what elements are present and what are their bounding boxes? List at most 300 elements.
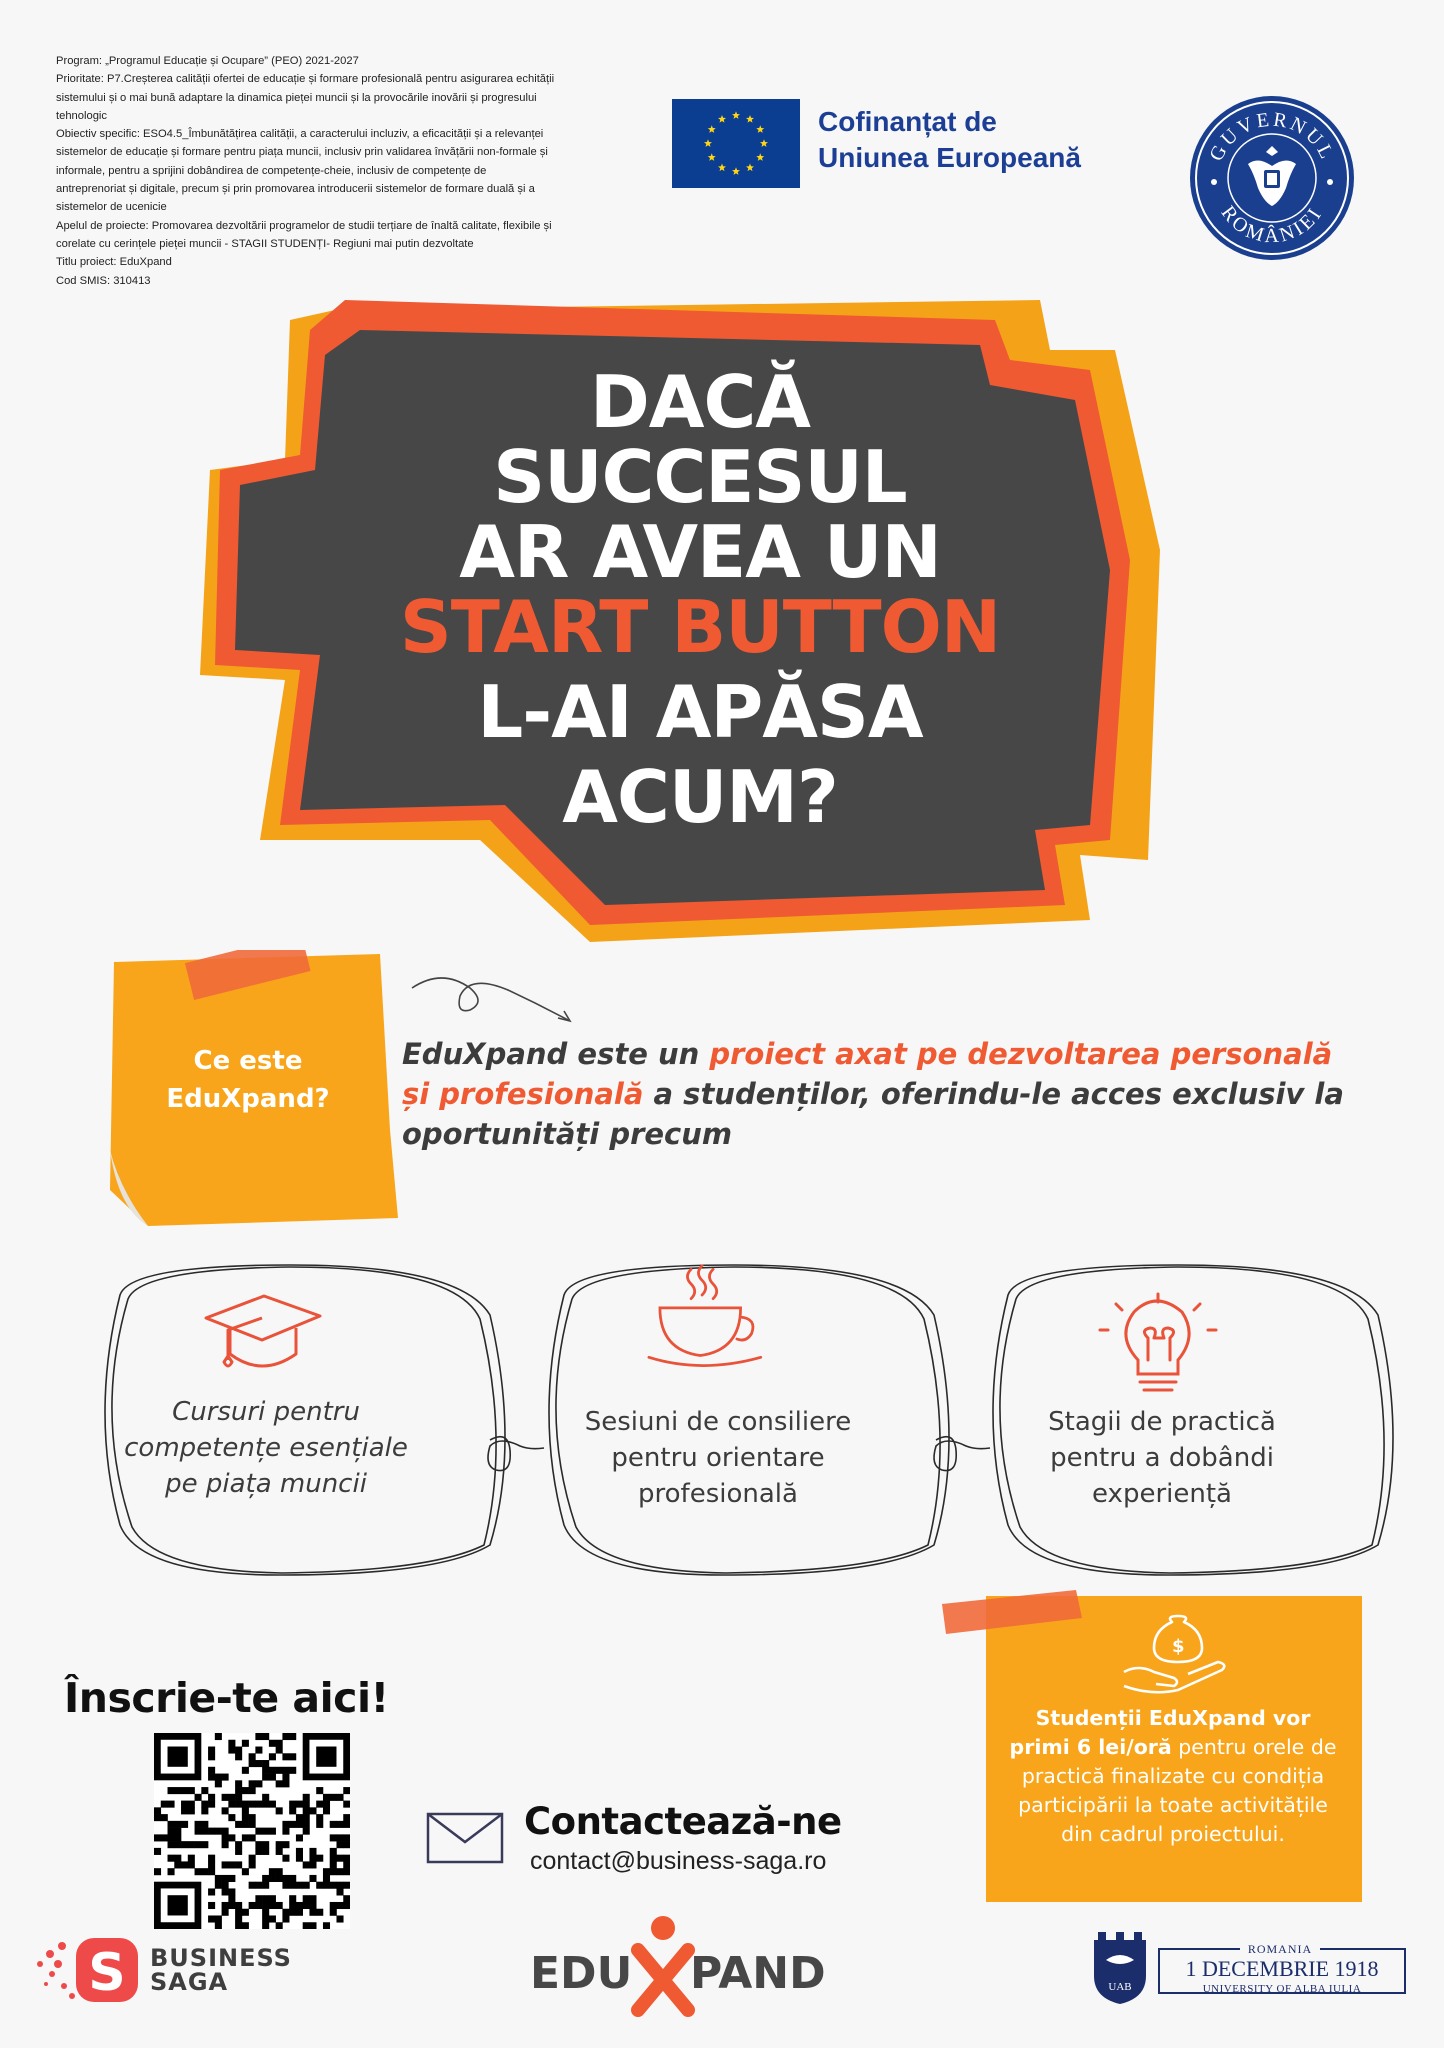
qr-module <box>174 1861 181 1868</box>
qr-module <box>262 1902 269 1909</box>
swirl-arrow-icon <box>408 968 588 1038</box>
qr-module <box>201 1841 208 1848</box>
qr-module <box>242 1821 249 1828</box>
qr-module <box>235 1787 242 1794</box>
qr-module <box>316 1801 323 1808</box>
qr-module <box>269 1868 276 1875</box>
svg-text:S: S <box>88 1943 126 2003</box>
qr-module <box>282 1875 289 1882</box>
headline <box>320 360 1080 839</box>
qr-module <box>255 1848 262 1855</box>
qr-module <box>282 1841 289 1848</box>
qr-module <box>228 1895 235 1902</box>
what-is-label: Ce este EduXpand? <box>166 1046 330 1114</box>
qr-module <box>249 1814 256 1821</box>
qr-module <box>255 1747 262 1754</box>
contact-email-link[interactable]: contact@business-saga.ro <box>530 1847 827 1875</box>
svg-text:EDU: EDU <box>530 1948 633 1999</box>
qr-module <box>289 1807 296 1814</box>
headline-line-5: L-AI APĂSA <box>477 670 923 754</box>
qr-module <box>208 1868 215 1875</box>
qr-module <box>316 1909 323 1916</box>
qr-module <box>343 1801 350 1808</box>
qr-module <box>255 1733 262 1740</box>
qr-module <box>262 1915 269 1922</box>
qr-module <box>154 1848 161 1855</box>
qr-module <box>242 1807 249 1814</box>
qr-module <box>303 1821 310 1828</box>
qr-module <box>282 1774 289 1781</box>
qr-module <box>303 1814 310 1821</box>
qr-module <box>242 1767 249 1774</box>
qr-module <box>323 1875 330 1882</box>
qr-module <box>242 1834 249 1841</box>
qr-module <box>208 1888 215 1895</box>
qr-module <box>181 1787 188 1794</box>
qr-module <box>181 1821 188 1828</box>
qr-module <box>255 1882 262 1889</box>
qr-module <box>323 1801 330 1808</box>
qr-module <box>276 1747 283 1754</box>
qr-module <box>296 1909 303 1916</box>
qr-module <box>343 1834 350 1841</box>
qr-module <box>343 1861 350 1868</box>
qr-module <box>282 1821 289 1828</box>
qr-module <box>276 1875 283 1882</box>
qr-module <box>316 1814 323 1821</box>
qr-module <box>188 1787 195 1794</box>
qr-module <box>262 1882 269 1889</box>
feature-courses: Cursuri pentru competențe esențiale pe piața muncii <box>124 1397 408 1499</box>
qr-module <box>282 1828 289 1835</box>
priority-line: Prioritate: P7.Creșterea calității ofertei de educație și formare profesională pentru asigurarea echității sistemului și o mai bună adaptare la dinamica pieței muncii și la provocările inovării și progresului tehnologic <box>56 73 555 122</box>
qr-module <box>323 1807 330 1814</box>
qr-module <box>262 1848 269 1855</box>
qr-module <box>228 1747 235 1754</box>
qr-module <box>168 1787 175 1794</box>
uab-subtitle: UNIVERSITY OF ALBA IULIA <box>1202 1983 1362 1995</box>
qr-module <box>282 1753 289 1760</box>
svg-text:UAB: UAB <box>1108 1981 1132 1993</box>
qr-module <box>161 1801 168 1808</box>
qr-module <box>282 1909 289 1916</box>
qr-code[interactable] <box>154 1733 350 1929</box>
qr-module <box>242 1740 249 1747</box>
qr-module <box>343 1787 350 1794</box>
qr-module <box>303 1895 310 1902</box>
seal-top-text: GUVERNUL <box>1205 108 1339 165</box>
qr-module <box>343 1821 350 1828</box>
qr-module <box>168 1828 175 1835</box>
qr-module <box>330 1821 337 1828</box>
qr-module <box>249 1821 256 1828</box>
contact-title: Contactează-ne <box>524 1800 842 1843</box>
qr-module <box>269 1774 276 1781</box>
qr-module <box>330 1861 337 1868</box>
qr-module <box>289 1821 296 1828</box>
qr-module <box>201 1787 208 1794</box>
qr-module <box>215 1875 222 1882</box>
svg-text:PAND: PAND <box>690 1948 826 1999</box>
qr-module <box>309 1895 316 1902</box>
qr-module <box>188 1841 195 1848</box>
qr-module <box>188 1807 195 1814</box>
qr-module <box>168 1868 175 1875</box>
qr-module <box>336 1882 343 1889</box>
qr-module <box>208 1855 215 1862</box>
qr-module <box>276 1807 283 1814</box>
qr-module <box>235 1915 242 1922</box>
qr-module <box>174 1855 181 1862</box>
qr-module <box>174 1834 181 1841</box>
qr-module <box>174 1841 181 1848</box>
qr-module <box>343 1902 350 1909</box>
qr-module <box>168 1821 175 1828</box>
qr-module <box>242 1814 249 1821</box>
qr-module <box>289 1733 296 1740</box>
qr-module <box>269 1753 276 1760</box>
qr-module <box>343 1841 350 1848</box>
qr-finder <box>316 1747 336 1767</box>
qr-module <box>188 1861 195 1868</box>
business-saga-logo-icon <box>32 1924 152 2014</box>
qr-module <box>235 1821 242 1828</box>
qr-module <box>269 1915 276 1922</box>
qr-module <box>215 1774 222 1781</box>
qr-module <box>309 1909 316 1916</box>
qr-module <box>289 1875 296 1882</box>
qr-module <box>323 1868 330 1875</box>
qr-module <box>215 1733 222 1740</box>
qr-module <box>309 1861 316 1868</box>
qr-module <box>336 1868 343 1875</box>
qr-module <box>208 1861 215 1868</box>
qr-module <box>303 1902 310 1909</box>
qr-module <box>235 1902 242 1909</box>
qr-module <box>208 1915 215 1922</box>
qr-module <box>262 1767 269 1774</box>
qr-module <box>336 1902 343 1909</box>
qr-module <box>235 1848 242 1855</box>
qr-module <box>309 1848 316 1855</box>
qr-module <box>222 1875 229 1882</box>
qr-module <box>222 1828 229 1835</box>
tape-decoration <box>936 1590 1086 1634</box>
qr-module <box>296 1855 303 1862</box>
qr-module <box>154 1834 161 1841</box>
qr-module <box>303 1801 310 1808</box>
qr-module <box>249 1780 256 1787</box>
qr-module <box>282 1767 289 1774</box>
qr-module <box>228 1814 235 1821</box>
qr-module <box>228 1834 235 1841</box>
qr-module <box>296 1814 303 1821</box>
qr-module <box>242 1909 249 1916</box>
qr-module <box>222 1794 229 1801</box>
intro-highlight: proiect axat pe dezvoltarea personală și profesională <box>402 1037 1333 1111</box>
qr-module <box>174 1787 181 1794</box>
qr-module <box>201 1868 208 1875</box>
qr-module <box>276 1922 283 1929</box>
qr-module <box>282 1855 289 1862</box>
qr-module <box>168 1801 175 1808</box>
qr-module <box>343 1882 350 1889</box>
qr-module <box>330 1855 337 1862</box>
qr-module <box>249 1902 256 1909</box>
smis-code-line: Cod SMIS: 310413 <box>56 274 151 287</box>
qr-module <box>188 1801 195 1808</box>
qr-module <box>235 1780 242 1787</box>
qr-module <box>336 1915 343 1922</box>
qr-module <box>316 1855 323 1862</box>
qr-module <box>249 1787 256 1794</box>
qr-module <box>262 1841 269 1848</box>
qr-module <box>296 1902 303 1909</box>
qr-module <box>181 1861 188 1868</box>
qr-module <box>222 1882 229 1889</box>
qr-module <box>222 1834 229 1841</box>
qr-module <box>168 1855 175 1862</box>
qr-module <box>262 1895 269 1902</box>
qr-module <box>222 1841 229 1848</box>
headline-line-3: AR AVEA UN <box>459 510 941 594</box>
qr-module <box>276 1767 283 1774</box>
qr-module <box>276 1868 283 1875</box>
qr-module <box>235 1841 242 1848</box>
business-saga-name: BUSINESS SAGA <box>150 1944 292 1996</box>
feature-counseling: Sesiuni de consiliere pentru orientare profesională <box>584 1407 852 1509</box>
qr-module <box>330 1794 337 1801</box>
qr-module <box>228 1801 235 1808</box>
qr-module <box>249 1753 256 1760</box>
qr-module <box>255 1841 262 1848</box>
qr-module <box>262 1909 269 1916</box>
seal-bottom-text: ROMÂNIEI <box>1216 201 1328 248</box>
qr-module <box>215 1882 222 1889</box>
qr-module <box>303 1828 310 1835</box>
qr-module <box>181 1841 188 1848</box>
qr-module <box>235 1794 242 1801</box>
qr-module <box>323 1794 330 1801</box>
qr-module <box>242 1868 249 1875</box>
qr-module <box>330 1868 337 1875</box>
coffee-cup-icon <box>638 1262 768 1372</box>
qr-module <box>222 1909 229 1916</box>
qr-module <box>289 1909 296 1916</box>
qr-module <box>282 1780 289 1787</box>
qr-module <box>255 1895 262 1902</box>
qr-module <box>255 1902 262 1909</box>
qr-module <box>269 1767 276 1774</box>
qr-module <box>269 1902 276 1909</box>
qr-module <box>309 1855 316 1862</box>
qr-module <box>222 1774 229 1781</box>
qr-module <box>235 1922 242 1929</box>
qr-module <box>249 1760 256 1767</box>
qr-module <box>262 1794 269 1801</box>
qr-module <box>215 1780 222 1787</box>
uab-name: 1 DECEMBRIE 1918 <box>1185 1956 1379 1981</box>
uab-crest-icon <box>1090 1930 1150 2006</box>
qr-module <box>255 1801 262 1808</box>
qr-module <box>201 1807 208 1814</box>
qr-module <box>242 1787 249 1794</box>
qr-module <box>161 1834 168 1841</box>
qr-module <box>309 1902 316 1909</box>
qr-module <box>336 1888 343 1895</box>
qr-module <box>195 1821 202 1828</box>
qr-module <box>168 1834 175 1841</box>
qr-module <box>181 1807 188 1814</box>
qr-module <box>309 1807 316 1814</box>
headline-line-2: SUCCESUL <box>493 435 907 519</box>
qr-module <box>309 1875 316 1882</box>
qr-module <box>269 1875 276 1882</box>
qr-module <box>269 1740 276 1747</box>
qr-module <box>303 1882 310 1889</box>
qr-module <box>195 1794 202 1801</box>
qr-module <box>242 1922 249 1929</box>
qr-module <box>282 1915 289 1922</box>
qr-module <box>242 1801 249 1808</box>
qr-module <box>228 1794 235 1801</box>
qr-module <box>282 1882 289 1889</box>
qr-module <box>195 1828 202 1835</box>
qr-module <box>262 1801 269 1808</box>
qr-module <box>174 1828 181 1835</box>
qr-module <box>330 1848 337 1855</box>
signup-title: Înscrie-te aici! <box>64 1674 389 1722</box>
qr-module <box>289 1882 296 1889</box>
qr-module <box>228 1888 235 1895</box>
qr-module <box>208 1753 215 1760</box>
qr-module <box>330 1902 337 1909</box>
qr-module <box>249 1834 256 1841</box>
qr-module <box>303 1861 310 1868</box>
qr-module <box>336 1821 343 1828</box>
qr-module <box>255 1780 262 1787</box>
headline-line-1: DACĂ <box>589 360 811 444</box>
qr-module <box>228 1740 235 1747</box>
qr-module <box>276 1902 283 1909</box>
qr-module <box>289 1902 296 1909</box>
qr-module <box>154 1807 161 1814</box>
qr-module <box>276 1841 283 1848</box>
qr-module <box>154 1814 161 1821</box>
envelope-icon <box>426 1812 504 1864</box>
qr-module <box>330 1834 337 1841</box>
qr-module <box>208 1767 215 1774</box>
qr-module <box>208 1747 215 1754</box>
objective-line: Obiectiv specific: ESO4.5_Îmbunătățirea calității, a caracterului incluziv, a eficacității și a relevanței sistemelor de educație și formare pentru piața muncii, inclusiv prin validarea învățării non-formale și informale, pentru a sprijini dobândirea de competențe-cheie, inclusiv de competențe de antreprenoriat și digitale, precum și prin promovarea introducerii sistemelor de formare duală și a sistemelor de ucenicie <box>56 128 548 214</box>
qr-module <box>303 1807 310 1814</box>
qr-module <box>289 1895 296 1902</box>
qr-module <box>222 1807 229 1814</box>
qr-module <box>289 1801 296 1808</box>
qr-module <box>316 1882 323 1889</box>
qr-module <box>228 1875 235 1882</box>
qr-module <box>262 1922 269 1929</box>
qr-module <box>336 1841 343 1848</box>
uab-country: ROMANIA <box>1240 1942 1320 1957</box>
qr-module <box>336 1834 343 1841</box>
qr-module <box>269 1828 276 1835</box>
qr-module <box>343 1855 350 1862</box>
qr-module <box>262 1828 269 1835</box>
qr-module <box>249 1855 256 1862</box>
qr-module <box>161 1814 168 1821</box>
qr-module <box>330 1882 337 1889</box>
qr-module <box>249 1861 256 1868</box>
qr-module <box>343 1895 350 1902</box>
program-line: Program: „Programul Educație și Ocupare” (PEO) 2021-2027 <box>56 55 359 67</box>
stipend-text: Studenții EduXpand vor primi 6 lei/oră pentru orele de practică finalizate cu condiția participării la toate activitățile din cadrul proiectului. <box>1009 1706 1337 1846</box>
money-bag-hand-icon <box>1120 1614 1226 1694</box>
qr-module <box>195 1841 202 1848</box>
headline-line-4: START BUTTON <box>399 585 1001 669</box>
qr-module <box>323 1882 330 1889</box>
qr-module <box>262 1733 269 1740</box>
qr-module <box>296 1801 303 1808</box>
qr-module <box>269 1801 276 1808</box>
qr-module <box>343 1814 350 1821</box>
qr-module <box>303 1794 310 1801</box>
qr-module <box>289 1753 296 1760</box>
qr-module <box>228 1902 235 1909</box>
qr-module <box>330 1909 337 1916</box>
qr-module <box>195 1868 202 1875</box>
qr-module <box>262 1875 269 1882</box>
qr-module <box>222 1861 229 1868</box>
qr-module <box>208 1828 215 1835</box>
qr-module <box>316 1821 323 1828</box>
qr-module <box>208 1801 215 1808</box>
qr-module <box>235 1909 242 1916</box>
qr-module <box>303 1922 310 1929</box>
feature-internships: Stagii de practică pentru a dobândi experiență <box>1048 1407 1276 1509</box>
qr-module <box>309 1922 316 1929</box>
qr-module <box>296 1882 303 1889</box>
qr-module <box>262 1760 269 1767</box>
qr-module <box>276 1780 283 1787</box>
qr-module <box>222 1902 229 1909</box>
qr-module <box>249 1882 256 1889</box>
qr-module <box>249 1801 256 1808</box>
intro-text: EduXpand este un proiect axat pe dezvoltarea personală și profesională a studenților, oferindu-le acces exclusiv la oportunități precum <box>402 1037 1344 1151</box>
qr-module <box>174 1821 181 1828</box>
qr-module <box>235 1747 242 1754</box>
qr-module <box>201 1828 208 1835</box>
qr-module <box>255 1760 262 1767</box>
qr-module <box>262 1774 269 1781</box>
light-bulb-icon <box>1094 1290 1224 1400</box>
qr-module <box>201 1801 208 1808</box>
qr-module <box>336 1794 343 1801</box>
project-title-line: Titlu proiect: EduXpand <box>56 256 172 269</box>
qr-module <box>215 1828 222 1835</box>
eu-cofinance-text: Cofinanțat de Uniunea Europeană <box>818 106 1081 173</box>
qr-module <box>296 1848 303 1855</box>
qr-module <box>323 1922 330 1929</box>
qr-module <box>282 1733 289 1740</box>
qr-module <box>208 1902 215 1909</box>
qr-finder <box>168 1895 188 1915</box>
qr-module <box>255 1828 262 1835</box>
qr-finder <box>168 1747 188 1767</box>
qr-module <box>289 1767 296 1774</box>
qr-module <box>154 1868 161 1875</box>
svg-text:$: $ <box>1172 1636 1185 1657</box>
